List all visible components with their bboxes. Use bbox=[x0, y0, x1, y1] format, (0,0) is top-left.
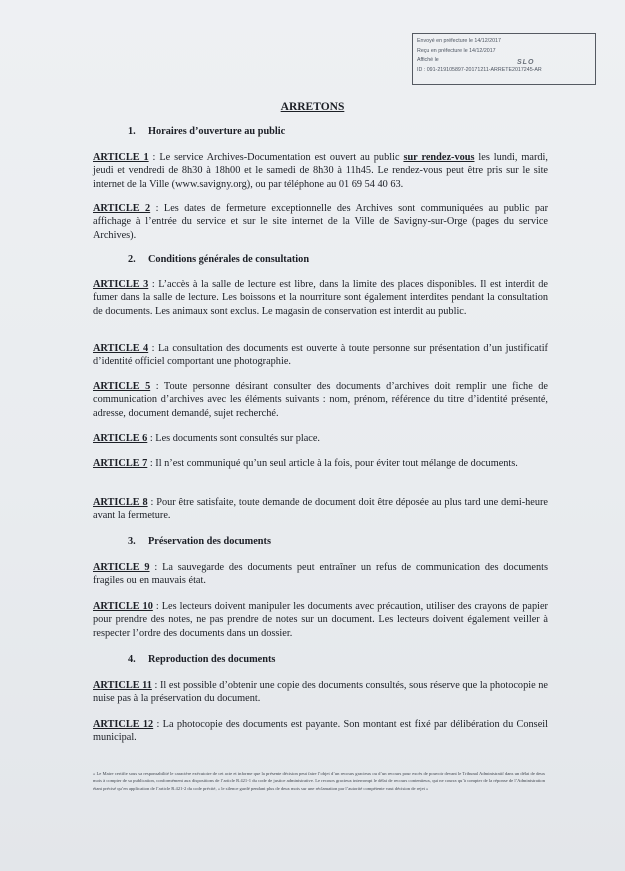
article-12 bbox=[93, 718, 548, 745]
article-6 bbox=[93, 432, 548, 445]
article-7 bbox=[93, 457, 548, 470]
legal-footnote: « Le Maire certifie sous sa responsabilité le caractère exécutoire de cet acte et informe que la présente décision peut faire l’objet d’un recours gracieux ou d’un recours pour excès de pouvoir devant le Tribunal Administratif dans un délai de deux mois à compter de sa publication, conformément aux dispositions de l’article R.421-1 du code de justice administrative. Le recours gracieux interrompt le délai de recours contentieux, qui ne courra qu’à compter de la réponse de l’Administration étant précisé qu’en application de l’article R.421-2 du code précité, « le silence gardé pendant plus de deux mois sur une réclamation par l’autorité compétente vaut décision de rejet » bbox=[93, 771, 545, 791]
prefecture-stamp bbox=[412, 33, 596, 85]
article-label: ARTICLE 1 bbox=[93, 152, 149, 163]
section-number: 3. bbox=[128, 536, 136, 547]
article-emphasis: sur rendez-vous bbox=[403, 152, 475, 163]
article-label: ARTICLE 2 bbox=[93, 203, 151, 214]
article-text: les lundi, mardi, jeudi et vendredi de 8h30 à 18h00 et le samedi de 8h30 à 11h45. Le rendez-vous peut être pris sur le site internet de la Ville (www.savigny.org), ou par téléphone au 01 69 54 40 63. bbox=[93, 152, 548, 190]
page-title: ARRETONS bbox=[280, 101, 345, 113]
article-label: ARTICLE 7 bbox=[93, 458, 148, 469]
article-4 bbox=[93, 342, 548, 369]
article-text: : La consultation des documents est ouverte à toute personne sur présentation d’un justificatif d’identité officiel comportant une photographie. bbox=[93, 343, 548, 368]
article-label: ARTICLE 11 bbox=[93, 680, 152, 691]
article-label: ARTICLE 8 bbox=[93, 497, 148, 508]
section-title: Reproduction des documents bbox=[148, 654, 276, 665]
stamp-id-line: ID : 091-219105897-20171211-ARRETE2017245-AR bbox=[417, 66, 542, 73]
article-5 bbox=[93, 380, 548, 420]
article-11 bbox=[93, 679, 548, 706]
article-3 bbox=[93, 278, 548, 318]
article-10 bbox=[93, 600, 548, 640]
section-number: 2. bbox=[128, 254, 136, 265]
article-8 bbox=[93, 496, 548, 523]
article-text: : La sauvegarde des documents peut entraîner un refus de communication des documents fragiles ou en mauvais état. bbox=[93, 562, 549, 587]
article-9 bbox=[93, 561, 548, 588]
article-label: ARTICLE 5 bbox=[93, 381, 151, 392]
stamp-logo: SLO bbox=[517, 59, 535, 66]
section-heading-4 bbox=[128, 654, 275, 665]
article-label: ARTICLE 3 bbox=[93, 279, 149, 290]
article-label: ARTICLE 9 bbox=[93, 562, 150, 573]
article-text: : Les documents sont consultés sur place. bbox=[147, 433, 321, 444]
article-text: : Il est possible d’obtenir une copie des documents consultés, sous réserve que la photocopie ne nuise pas à la préservation du document. bbox=[93, 680, 548, 705]
section-number: 1. bbox=[128, 126, 136, 137]
section-heading-1 bbox=[128, 126, 285, 137]
stamp-posted-line: Affiché le bbox=[417, 57, 439, 64]
article-label: ARTICLE 12 bbox=[93, 719, 154, 730]
article-text: : La photocopie des documents est payante. Son montant est fixé par délibération du Conseil municipal. bbox=[93, 719, 548, 744]
article-text: : Les lecteurs doivent manipuler les documents avec précaution, utiliser des crayons de papier pour prendre des notes, ne pas prendre de notes sur un document. Les lecteurs doivent également veiller à respecter l’ordre des documents dans un dossier. bbox=[93, 601, 548, 639]
article-label: ARTICLE 4 bbox=[93, 343, 149, 354]
article-text: : Pour être satisfaite, toute demande de document doit être déposée au plus tard une demi-heure avant la fermeture. bbox=[93, 497, 548, 522]
article-text: : Les dates de fermeture exceptionnelle des Archives sont communiquées au public par affichage à l’entrée du service et sur le site internet de la Ville de Savigny-sur-Orge (pages du service Archives). bbox=[93, 203, 549, 241]
article-label: ARTICLE 10 bbox=[93, 601, 153, 612]
section-heading-2 bbox=[128, 254, 309, 265]
article-label: ARTICLE 6 bbox=[93, 433, 148, 444]
article-1 bbox=[93, 151, 548, 191]
section-heading-3 bbox=[128, 536, 271, 547]
article-2 bbox=[93, 202, 548, 242]
section-number: 4. bbox=[128, 654, 136, 665]
article-text: : Il n’est communiqué qu’un seul article à la fois, pour éviter tout mélange de documents. bbox=[147, 458, 518, 469]
section-title: Préservation des documents bbox=[148, 536, 271, 547]
stamp-sent-line: Envoyé en préfecture le 14/12/2017 bbox=[417, 38, 501, 44]
section-title: Horaires d’ouverture au public bbox=[148, 126, 286, 137]
stamp-received-line: Reçu en préfecture le 14/12/2017 bbox=[417, 47, 496, 54]
article-text: : Le service Archives-Documentation est ouvert au public bbox=[148, 152, 404, 163]
article-text: : L’accès à la salle de lecture est libre, dans la limite des places disponibles. Il est interdit de fumer dans la salle de lecture. Les boissons et la nourriture sont également interdites pendant la consultation de documents. Les animaux sont exclus. Le magasin de conservation est interdit au public. bbox=[93, 279, 549, 317]
section-title: Conditions générales de consultation bbox=[148, 254, 310, 265]
article-text: : Toute personne désirant consulter des documents d’archives doit remplir une fiche de communication d’archives avec les éléments suivants : nom, prénom, référence du titre d’identité présenté, adresse, document demandé, sujet recherché. bbox=[93, 381, 548, 419]
